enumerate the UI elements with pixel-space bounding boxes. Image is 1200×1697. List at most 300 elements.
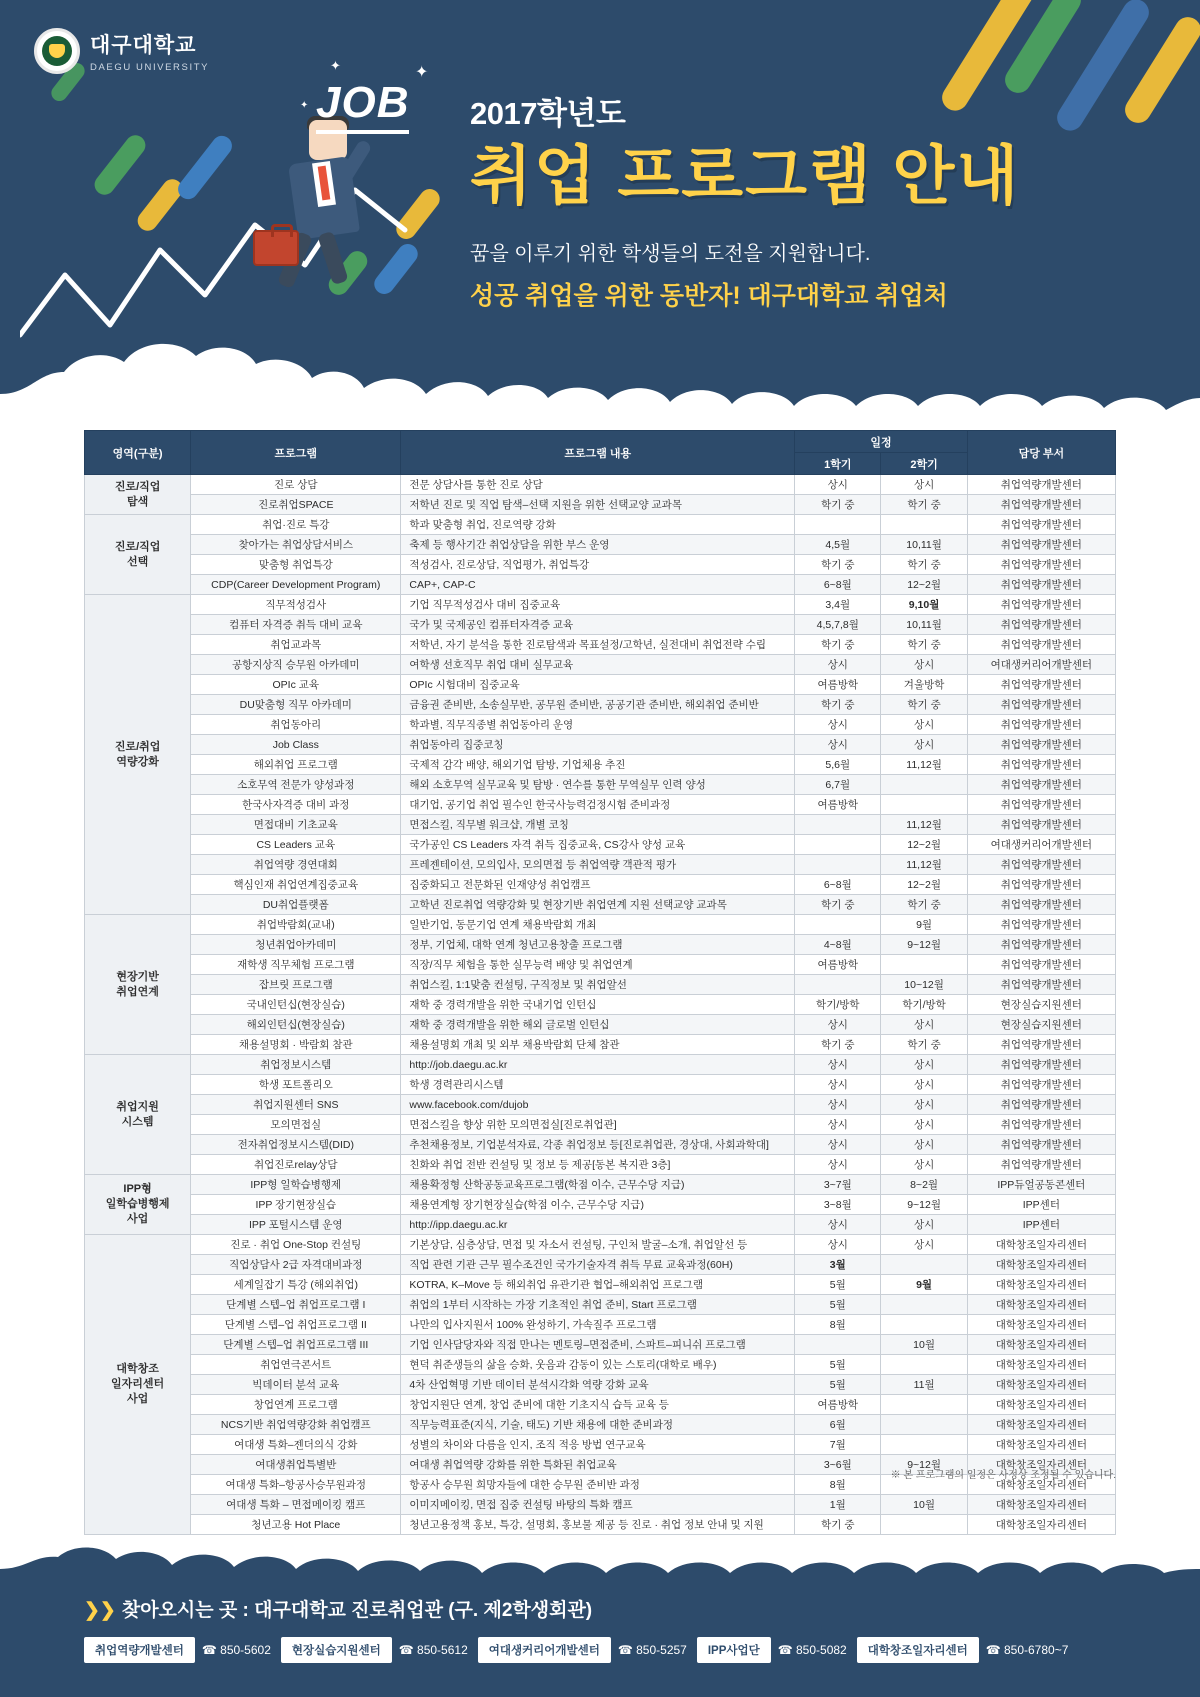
table-cell-program: 직무적성검사 (191, 595, 401, 615)
table-cell-content: 채용확정형 산학공동교육프로그램(학점 이수, 근무수당 지급) (401, 1175, 795, 1195)
table-cell-content: 학생 경력관리시스템 (401, 1075, 795, 1095)
table-cell-sem1 (795, 1335, 881, 1355)
table-cell-sem2: 학기 중 (881, 695, 967, 715)
table-cell-dept: 취업역량개발센터 (967, 495, 1115, 515)
table-row (85, 635, 1116, 655)
table-cell-sem1 (795, 815, 881, 835)
table-cell-program: 여대생 특화–젠더의식 강화 (191, 1435, 401, 1455)
table-cell-dept: 대학창조일자리센터 (967, 1315, 1115, 1335)
table-cell-sem1: 여름방학 (795, 675, 881, 695)
table-cell-content: 나만의 입사지원서 100% 완성하기, 가속질주 프로그램 (401, 1315, 795, 1335)
table-cell-content: 정부, 기업체, 대학 연계 청년고용창출 프로그램 (401, 935, 795, 955)
table-cell-sem1: 5월 (795, 1375, 881, 1395)
table-cell-content: 이미지메이킹, 면접 집중 컨설팅 바탕의 특화 캠프 (401, 1495, 795, 1515)
hero-subtitle-2: 성공 취업을 위한 동반자! 대구대학교 취업처 (470, 282, 948, 311)
table-cell-program: 전자취업정보시스템(DID) (191, 1135, 401, 1155)
table-cell-sem2: 9~12월 (881, 1455, 967, 1475)
table-cell-sem2 (881, 775, 967, 795)
table-cell-dept: 현장실습지원센터 (967, 1015, 1115, 1035)
sparkle-icon: ✦ (330, 58, 341, 73)
table-cell-area: 현장기반 취업연계 (85, 915, 191, 1055)
table-cell-sem2: 겨울방학 (881, 675, 967, 695)
table-cell-sem2 (881, 1355, 967, 1375)
table-cell-area: 진로/직업 선택 (85, 515, 191, 595)
footer-contact-phone[interactable]: ☎ 850-5612 (398, 1643, 468, 1657)
table-cell-dept: 취업역량개발센터 (967, 1115, 1115, 1135)
th-content: 프로그램 내용 (401, 431, 795, 475)
table-cell-dept: 취업역량개발센터 (967, 1075, 1115, 1095)
table-cell-sem1: 상시 (795, 1095, 881, 1115)
table-cell-dept: 취업역량개발센터 (967, 1035, 1115, 1055)
table-cell-sem2 (881, 515, 967, 535)
table-cell-sem2 (881, 1435, 967, 1455)
footer-contact (84, 1637, 271, 1663)
table-cell-sem1: 3~8월 (795, 1195, 881, 1215)
job-badge (316, 78, 409, 134)
table-cell-content: 금융권 준비반, 소송실무반, 공무원 준비반, 공공기관 준비반, 해외취업 준비반 (401, 695, 795, 715)
table-row (85, 1095, 1116, 1115)
table-cell-sem2: 상시 (881, 1155, 967, 1175)
footer-contact (281, 1637, 468, 1663)
footer-contact-phone[interactable]: ☎ 850-5082 (777, 1643, 847, 1657)
table-cell-dept: 취업역량개발센터 (967, 715, 1115, 735)
program-table (84, 430, 1116, 1535)
table-cell-sem1: 학기 중 (795, 1515, 881, 1535)
table-row (85, 1015, 1116, 1035)
table-row (85, 655, 1116, 675)
table-row (85, 1435, 1116, 1455)
table-cell-sem2: 9~12월 (881, 935, 967, 955)
table-cell-sem1: 상시 (795, 715, 881, 735)
table-cell-dept: 취업역량개발센터 (967, 975, 1115, 995)
table-cell-sem1: 학기 중 (795, 495, 881, 515)
table-cell-area: IPP형 일학습병행제 사업 (85, 1175, 191, 1235)
table-cell-content: 전문 상담사를 통한 진로 상담 (401, 475, 795, 495)
table-cell-sem1: 학기 중 (795, 695, 881, 715)
table-row (85, 895, 1116, 915)
table-cell-sem2: 학기/방학 (881, 995, 967, 1015)
table-row (85, 995, 1116, 1015)
table-cell-sem1: 상시 (795, 1075, 881, 1095)
table-cell-program: 국내인턴십(현장실습) (191, 995, 401, 1015)
table-cell-sem2 (881, 1515, 967, 1535)
page-title: 취업 프로그램 안내 (470, 140, 1021, 212)
table-cell-content: 기업 직무적성검사 대비 집중교육 (401, 595, 795, 615)
table-row (85, 1075, 1116, 1095)
table-cell-dept: 대학창조일자리센터 (967, 1495, 1115, 1515)
table-cell-content: KOTRA, K–Move 등 해외취업 유관기관 협업–해외취업 프로그램 (401, 1275, 795, 1295)
footer-location (84, 1595, 592, 1622)
table-cell-program: 컴퓨터 자격증 취득 대비 교육 (191, 615, 401, 635)
table-cell-dept: 대학창조일자리센터 (967, 1435, 1115, 1455)
footer-contact (478, 1637, 687, 1663)
table-row (85, 775, 1116, 795)
table-cell-program: OPIc 교육 (191, 675, 401, 695)
table-cell-program: 공항지상직 승무원 아카데미 (191, 655, 401, 675)
table-cell-dept: 대학창조일자리센터 (967, 1515, 1115, 1535)
table-cell-sem2: 상시 (881, 1215, 967, 1235)
footer (0, 1577, 1200, 1697)
table-cell-dept: 취업역량개발센터 (967, 935, 1115, 955)
table-cell-content: 저학년, 자기 분석을 통한 진로탐색과 목표설정/고학년, 실전대비 취업전략 수립 (401, 635, 795, 655)
table-cell-area: 진로/취업 역량강화 (85, 595, 191, 915)
table-cell-program: 진로 상담 (191, 475, 401, 495)
table-cell-content: 국제적 감각 배양, 해외기업 탐방, 기업체용 추진 (401, 755, 795, 775)
table-cell-program: 청년고용 Hot Place (191, 1515, 401, 1535)
table-cell-program: 한국사자격증 대비 과정 (191, 795, 401, 815)
th-dept: 담당 부서 (967, 431, 1115, 475)
table-cell-sem1: 5,6월 (795, 755, 881, 775)
table-cell-program: 취업·진로 특강 (191, 515, 401, 535)
table-cell-sem1: 여름방학 (795, 1395, 881, 1415)
table-cell-dept: 취업역량개발센터 (967, 595, 1115, 615)
table-cell-content: 친화와 취업 전반 컨설팅 및 정보 등 제공[동본 복지관 3층] (401, 1155, 795, 1175)
table-cell-dept: 취업역량개발센터 (967, 1135, 1115, 1155)
table-cell-sem2: 9월 (881, 1275, 967, 1295)
table-cell-program: 창업연계 프로그램 (191, 1395, 401, 1415)
table-cell-sem1 (795, 915, 881, 935)
table-cell-sem1: 상시 (795, 1055, 881, 1075)
footer-contact-phone[interactable]: ☎ 850-5602 (201, 1643, 271, 1657)
table-row (85, 1495, 1116, 1515)
th-area: 영역(구분) (85, 431, 191, 475)
table-cell-content: 직업 관련 기관 근무 필수조건인 국가기술자격 취득 무료 교육과정(60H) (401, 1255, 795, 1275)
table-cell-program: 단계별 스텝–업 취업프로그램 III (191, 1335, 401, 1355)
table-cell-program: 취업교과목 (191, 635, 401, 655)
footer-contact-name: IPP사업단 (697, 1637, 771, 1663)
table-cell-sem2: 상시 (881, 1055, 967, 1075)
table-cell-sem1: 학기/방학 (795, 995, 881, 1015)
table-cell-content: 학과별, 직무직종별 취업동아리 운영 (401, 715, 795, 735)
footer-contact-phone[interactable]: ☎ 850-6780~7 (985, 1643, 1069, 1657)
table-cell-sem2: 학기 중 (881, 555, 967, 575)
table-cell-sem1: 3월 (795, 1255, 881, 1275)
table-cell-content: 재학 중 경력개발을 위한 해외 글로벌 인턴십 (401, 1015, 795, 1035)
footer-contact-name: 여대생커리어개발센터 (478, 1637, 611, 1663)
table-row (85, 495, 1116, 515)
table-cell-program: 학생 포트폴리오 (191, 1075, 401, 1095)
table-row (85, 1155, 1116, 1175)
table-cell-sem2: 12~2월 (881, 875, 967, 895)
table-cell-program: 취업역량 경연대회 (191, 855, 401, 875)
table-cell-dept: 대학창조일자리센터 (967, 1415, 1115, 1435)
table-cell-dept: 취업역량개발센터 (967, 1095, 1115, 1115)
table-cell-program: 취업정보시스템 (191, 1055, 401, 1075)
table-cell-dept: 취업역량개발센터 (967, 615, 1115, 635)
table-cell-dept: 현장실습지원센터 (967, 995, 1115, 1015)
table-cell-content: 현덕 취준생들의 삶을 승화, 웃음과 감동이 있는 스토리(대학로 배우) (401, 1355, 795, 1375)
table-cell-program: 핵심인재 취업연계집중교육 (191, 875, 401, 895)
table-cell-sem1: 8월 (795, 1315, 881, 1335)
table-row (85, 535, 1116, 555)
table-cell-content: 추천채용정보, 기업분석자료, 각종 취업정보 등[진로취업관, 경상대, 사회과학대] (401, 1135, 795, 1155)
table-cell-sem1: 4,5월 (795, 535, 881, 555)
table-cell-dept: 취업역량개발센터 (967, 1055, 1115, 1075)
program-table-container (84, 430, 1116, 1535)
table-cell-program: 직업상담사 2급 자격대비과정 (191, 1255, 401, 1275)
table-row (85, 835, 1116, 855)
table-cell-dept: IPP센터 (967, 1215, 1115, 1235)
footer-contact (857, 1637, 1069, 1663)
table-cell-content: 창업지원단 연계, 창업 준비에 대한 기초지식 습득 교육 등 (401, 1395, 795, 1415)
table-row (85, 1395, 1116, 1415)
table-cell-sem2: 10월 (881, 1495, 967, 1515)
table-cell-sem1: 상시 (795, 475, 881, 495)
table-cell-sem2: 학기 중 (881, 1035, 967, 1055)
table-cell-sem2: 상시 (881, 475, 967, 495)
table-cell-program: DU맞춤형 직무 아카데미 (191, 695, 401, 715)
table-cell-sem2: 상시 (881, 1135, 967, 1155)
table-row (85, 1175, 1116, 1195)
table-cell-dept: 취업역량개발센터 (967, 875, 1115, 895)
table-row (85, 715, 1116, 735)
table-body (85, 475, 1116, 1535)
table-cell-dept: 취업역량개발센터 (967, 955, 1115, 975)
table-cell-area: 취업지원 시스템 (85, 1055, 191, 1175)
table-cell-program: CS Leaders 교육 (191, 835, 401, 855)
table-cell-program: Job Class (191, 735, 401, 755)
table-cell-content: http://job.daegu.ac.kr (401, 1055, 795, 1075)
th-sem2: 2학기 (881, 453, 967, 475)
table-cell-dept: 대학창조일자리센터 (967, 1335, 1115, 1355)
table-cell-content: http://ipp.daegu.ac.kr (401, 1215, 795, 1235)
table-row (85, 1275, 1116, 1295)
table-row (85, 755, 1116, 775)
hero-year: 2017학년도 (470, 96, 626, 131)
table-cell-sem1: 6월 (795, 1415, 881, 1435)
table-cell-program: 해외인턴십(현장실습) (191, 1015, 401, 1035)
table-row (85, 1375, 1116, 1395)
table-cell-dept: IPP센터 (967, 1195, 1115, 1215)
table-cell-program: IPP 포털시스템 운영 (191, 1215, 401, 1235)
table-cell-dept: 대학창조일자리센터 (967, 1375, 1115, 1395)
table-cell-dept: 여대생커리어개발센터 (967, 835, 1115, 855)
table-cell-program: 취업동아리 (191, 715, 401, 735)
table-cell-program: 여대생 특화–항공사승무원과정 (191, 1475, 401, 1495)
table-cell-content: 학과 맞춤형 취업, 진로역량 강화 (401, 515, 795, 535)
table-cell-dept: 여대생커리어개발센터 (967, 655, 1115, 675)
table-cell-content: 축제 등 행사기간 취업상담을 위한 부스 운영 (401, 535, 795, 555)
table-cell-program: 빅데이터 분석 교육 (191, 1375, 401, 1395)
table-cell-program: CDP(Career Development Program) (191, 575, 401, 595)
university-name-en: DAEGU UNIVERSITY (90, 62, 210, 73)
table-cell-dept: 취업역량개발센터 (967, 575, 1115, 595)
table-cell-sem1: 5월 (795, 1355, 881, 1375)
table-cell-content: 국가공인 CS Leaders 자격 취득 집중교육, CS강사 양성 교육 (401, 835, 795, 855)
table-row (85, 1295, 1116, 1315)
table-cell-sem2: 10~12월 (881, 975, 967, 995)
table-cell-sem2: 상시 (881, 1075, 967, 1095)
table-cell-sem2: 12~2월 (881, 835, 967, 855)
table-cell-content: 4차 산업혁명 기반 데이터 분석시각화 역량 강화 교육 (401, 1375, 795, 1395)
table-row (85, 1035, 1116, 1055)
table-cell-area: 대학창조 일자리센터 사업 (85, 1235, 191, 1535)
footer-contacts (84, 1637, 1068, 1663)
table-cell-dept: 취업역량개발센터 (967, 555, 1115, 575)
table-cell-sem1: 5월 (795, 1295, 881, 1315)
hero-text-block (470, 88, 1020, 312)
table-cell-sem2: 상시 (881, 655, 967, 675)
table-row (85, 935, 1116, 955)
table-cell-program: IPP 장기현장실습 (191, 1195, 401, 1215)
table-cell-content: 적성검사, 진로상담, 직업평가, 취업특강 (401, 555, 795, 575)
table-cell-sem2 (881, 1255, 967, 1275)
table-row (85, 1235, 1116, 1255)
table-cell-content: www.facebook.com/dujob (401, 1095, 795, 1115)
table-cell-sem1: 상시 (795, 1215, 881, 1235)
table-cell-dept: 취업역량개발센터 (967, 795, 1115, 815)
table-cell-content: 직장/직무 체험을 통한 실무능력 배양 및 취업연계 (401, 955, 795, 975)
cloud-divider (0, 302, 1200, 420)
table-cell-program: 진로취업SPACE (191, 495, 401, 515)
table-cell-sem1: 6,7월 (795, 775, 881, 795)
footer-contact-name: 취업역량개발센터 (84, 1637, 195, 1663)
table-cell-content: 취업스킬, 1:1맞춤 컨설팅, 구직정보 및 취업알선 (401, 975, 795, 995)
sparkle-icon: ✦ (415, 64, 429, 81)
table-cell-dept: 취업역량개발센터 (967, 915, 1115, 935)
table-cell-content: 여대생 취업역량 강화를 위한 특화된 취업교육 (401, 1455, 795, 1475)
table-cell-content: 항공사 승무원 희망자들에 대한 승무원 준비반 과정 (401, 1475, 795, 1495)
th-program: 프로그램 (191, 431, 401, 475)
table-cell-sem2: 상시 (881, 1015, 967, 1035)
hero-banner (0, 0, 1200, 420)
table-row (85, 1115, 1116, 1135)
table-row (85, 695, 1116, 715)
table-row (85, 1135, 1116, 1155)
table-note: ※ 본 프로그램의 일정은 사정상 조정될 수 있습니다. (890, 1470, 1116, 1481)
table-cell-program: 모의면접실 (191, 1115, 401, 1135)
table-cell-content: 면접스킬, 직무별 워크샵, 개별 코칭 (401, 815, 795, 835)
table-header-row-1 (85, 431, 1116, 453)
table-row (85, 975, 1116, 995)
table-cell-sem2 (881, 955, 967, 975)
table-cell-sem1: 상시 (795, 1135, 881, 1155)
table-row (85, 595, 1116, 615)
table-cell-dept: 취업역량개발센터 (967, 895, 1115, 915)
table-cell-content: 채용설명회 개최 및 외부 채용박람회 단체 참관 (401, 1035, 795, 1055)
table-row (85, 735, 1116, 755)
table-row (85, 1515, 1116, 1535)
footer-cloud-divider (0, 1543, 1200, 1583)
table-row (85, 1055, 1116, 1075)
university-logo (34, 28, 209, 74)
footer-location-text: 찾아오시는 곳 : 대구대학교 진로취업관 (구. 제2학생회관) (121, 1600, 593, 1621)
table-row (85, 1255, 1116, 1275)
table-row (85, 815, 1116, 835)
table-cell-sem2 (881, 795, 967, 815)
table-cell-content: 해외 소호무역 실무교육 및 탐방 · 연수를 통한 무역실무 인력 양성 (401, 775, 795, 795)
table-cell-sem1 (795, 835, 881, 855)
table-cell-program: IPP형 일학습병행제 (191, 1175, 401, 1195)
table-cell-dept: 대학창조일자리센터 (967, 1395, 1115, 1415)
table-row (85, 1195, 1116, 1215)
table-row (85, 515, 1116, 535)
table-cell-sem1: 상시 (795, 1155, 881, 1175)
table-cell-program: 해외취업 프로그램 (191, 755, 401, 775)
university-emblem-icon (34, 28, 80, 74)
table-cell-program: 잡브릿 프로그램 (191, 975, 401, 995)
table-cell-content: 재학 중 경력개발을 위한 국내기업 인턴십 (401, 995, 795, 1015)
table-cell-program: 소호무역 전문가 양성과정 (191, 775, 401, 795)
table-cell-program: 면접대비 기초교육 (191, 815, 401, 835)
table-row (85, 915, 1116, 935)
table-cell-dept: 취업역량개발센터 (967, 515, 1115, 535)
table-cell-sem1: 여름방학 (795, 795, 881, 815)
table-cell-dept: 대학창조일자리센터 (967, 1355, 1115, 1375)
table-cell-content: 저학년 진로 및 직업 탐색–선택 지원을 위한 선택교양 교과목 (401, 495, 795, 515)
table-cell-sem1: 학기 중 (795, 1035, 881, 1055)
table-row (85, 1415, 1116, 1435)
table-row (85, 675, 1116, 695)
table-cell-sem2: 12~2월 (881, 575, 967, 595)
table-cell-sem2: 11,12월 (881, 815, 967, 835)
table-cell-sem2: 학기 중 (881, 635, 967, 655)
table-cell-sem1: 4~8월 (795, 935, 881, 955)
table-cell-sem1: 상시 (795, 655, 881, 675)
table-cell-sem2: 학기 중 (881, 895, 967, 915)
table-cell-sem1: 6~8월 (795, 575, 881, 595)
table-cell-sem2 (881, 1295, 967, 1315)
table-cell-content: 집중화되고 전문화된 인재양성 취업캠프 (401, 875, 795, 895)
table-row (85, 795, 1116, 815)
table-cell-sem2: 11,12월 (881, 755, 967, 775)
footer-contact-name: 현장실습지원센터 (281, 1637, 392, 1663)
table-cell-content: 취업의 1부터 시작하는 가장 기초적인 취업 준비, Start 프로그램 (401, 1295, 795, 1315)
th-sem1: 1학기 (795, 453, 881, 475)
table-cell-program: 재학생 직무체험 프로그램 (191, 955, 401, 975)
table-cell-sem1: 4,5,7,8월 (795, 615, 881, 635)
table-row (85, 1215, 1116, 1235)
table-cell-dept: 취업역량개발센터 (967, 1155, 1115, 1175)
table-cell-sem1 (795, 515, 881, 535)
hero-subtitle-1: 꿈을 이루기 위한 학생들의 도전을 지원합니다. (470, 243, 871, 266)
table-cell-sem1: 3,4월 (795, 595, 881, 615)
job-badge-text: JOB (316, 78, 409, 134)
table-cell-content: 여학생 선호직무 취업 대비 실무교육 (401, 655, 795, 675)
table-cell-content: 프레젠테이션, 모의입사, 모의면접 등 취업역량 객관적 평가 (401, 855, 795, 875)
table-cell-sem2 (881, 1395, 967, 1415)
th-schedule: 일정 (795, 431, 968, 453)
table-cell-sem2: 상시 (881, 735, 967, 755)
footer-contact (697, 1637, 847, 1663)
table-cell-dept: 취업역량개발센터 (967, 635, 1115, 655)
arrow-icon: ❯❯ (84, 1600, 116, 1621)
table-row (85, 575, 1116, 595)
table-cell-sem2: 10,11월 (881, 615, 967, 635)
table-cell-content: 면접스킬을 향상 위한 모의면접실[진로취업관] (401, 1115, 795, 1135)
table-cell-program: 채용설명회 · 박람회 참관 (191, 1035, 401, 1055)
table-cell-dept: 대학창조일자리센터 (967, 1275, 1115, 1295)
table-cell-sem1 (795, 855, 881, 875)
table-cell-dept: 대학창조일자리센터 (967, 1475, 1115, 1495)
table-cell-sem1: 상시 (795, 1015, 881, 1035)
table-cell-dept: 취업역량개발센터 (967, 675, 1115, 695)
table-cell-content: 기업 인사담당자와 직접 만나는 멘토링–면접준비, 스파트–피니쉬 프로그램 (401, 1335, 795, 1355)
table-cell-content: 직무능력표준(지식, 기술, 태도) 기반 채용에 대한 준비과정 (401, 1415, 795, 1435)
table-cell-program: 취업지원센터 SNS (191, 1095, 401, 1115)
table-cell-content: 국가 및 국제공인 컴퓨터자격증 교육 (401, 615, 795, 635)
table-cell-sem1: 학기 중 (795, 895, 881, 915)
table-cell-sem2: 상시 (881, 1095, 967, 1115)
table-cell-sem1: 상시 (795, 1235, 881, 1255)
table-row (85, 855, 1116, 875)
footer-contact-phone[interactable]: ☎ 850-5257 (617, 1643, 687, 1657)
table-cell-sem2: 11월 (881, 1375, 967, 1395)
table-row (85, 555, 1116, 575)
table-cell-sem2: 9월 (881, 915, 967, 935)
table-cell-dept: 대학창조일자리센터 (967, 1235, 1115, 1255)
table-cell-program: 단계별 스텝–업 취업프로그램 I (191, 1295, 401, 1315)
